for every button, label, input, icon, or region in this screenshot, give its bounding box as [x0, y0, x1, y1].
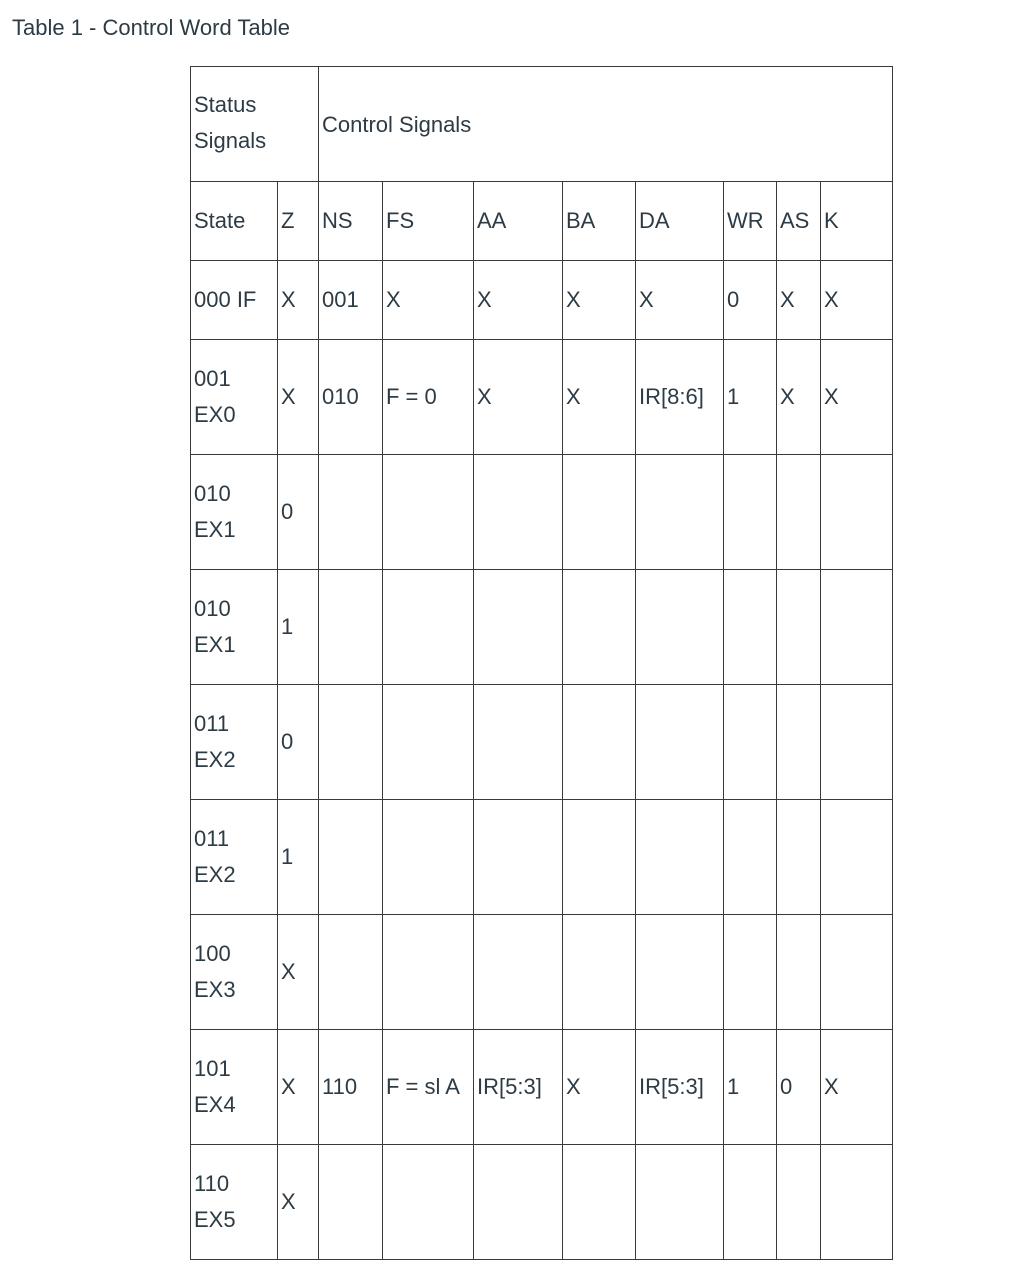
aa-cell	[474, 570, 563, 685]
z-cell: 1	[278, 570, 319, 685]
z-cell: X	[278, 340, 319, 455]
ba-cell: X	[563, 1030, 636, 1145]
ns-cell	[319, 455, 383, 570]
as-cell	[777, 570, 821, 685]
table-caption: Table 1 - Control Word Table	[12, 15, 290, 40]
fs-cell	[383, 1145, 474, 1260]
z-cell: X	[278, 1030, 319, 1145]
fs-cell	[383, 915, 474, 1030]
da-cell	[636, 800, 724, 915]
status-signals-line1: Status	[194, 92, 257, 117]
as-cell	[777, 915, 821, 1030]
ba-cell	[563, 800, 636, 915]
wr-cell: 0	[724, 261, 777, 340]
fs-cell	[383, 800, 474, 915]
state-cell	[191, 1030, 278, 1145]
state-code: 011	[194, 711, 230, 736]
as-cell: 0	[777, 1030, 821, 1145]
state-code: 100	[194, 941, 231, 966]
as-cell: X	[777, 340, 821, 455]
aa-cell	[474, 800, 563, 915]
aa-cell: IR[5:3]	[474, 1030, 563, 1145]
ba-cell	[563, 1145, 636, 1260]
da-cell: X	[636, 261, 724, 340]
table-column-header-row	[191, 182, 893, 261]
table-group-header-row	[191, 67, 893, 182]
state-label: EX1	[194, 632, 236, 657]
da-cell: IR[5:3]	[636, 1030, 724, 1145]
aa-cell: X	[474, 340, 563, 455]
ns-cell	[319, 685, 383, 800]
column-header-da: DA	[636, 182, 724, 261]
ns-cell: 110	[319, 1030, 383, 1145]
aa-cell	[474, 915, 563, 1030]
state-cell	[191, 1145, 278, 1260]
ns-cell	[319, 1145, 383, 1260]
as-cell	[777, 455, 821, 570]
z-cell: 1	[278, 800, 319, 915]
aa-cell	[474, 1145, 563, 1260]
fs-cell	[383, 570, 474, 685]
table-row	[191, 915, 893, 1030]
aa-cell: X	[474, 261, 563, 340]
as-cell	[777, 800, 821, 915]
k-cell: X	[821, 340, 893, 455]
ba-cell	[563, 455, 636, 570]
ns-cell	[319, 915, 383, 1030]
state-cell	[191, 800, 278, 915]
state-cell	[191, 455, 278, 570]
status-signals-header	[191, 67, 319, 182]
control-word-table	[190, 66, 893, 1260]
table-row	[191, 261, 893, 340]
table-row	[191, 455, 893, 570]
table-row	[191, 1145, 893, 1260]
state-code: 010	[194, 596, 231, 621]
table-row	[191, 800, 893, 915]
k-cell	[821, 800, 893, 915]
state-label: EX2	[194, 862, 236, 887]
state-cell	[191, 915, 278, 1030]
column-header-ba: BA	[563, 182, 636, 261]
state-label: EX0	[194, 402, 236, 427]
state-code: 101	[194, 1056, 231, 1081]
da-cell	[636, 1145, 724, 1260]
fs-cell: F = sl A	[383, 1030, 474, 1145]
aa-cell	[474, 685, 563, 800]
z-cell: 0	[278, 685, 319, 800]
da-cell	[636, 685, 724, 800]
da-cell: IR[8:6]	[636, 340, 724, 455]
state-label: EX5	[194, 1207, 236, 1232]
ns-cell: 001	[319, 261, 383, 340]
column-header-k: K	[821, 182, 893, 261]
as-cell	[777, 1145, 821, 1260]
wr-cell	[724, 570, 777, 685]
table-row	[191, 340, 893, 455]
wr-cell: 1	[724, 1030, 777, 1145]
z-cell: X	[278, 1145, 319, 1260]
state-cell	[191, 685, 278, 800]
state-cell	[191, 340, 278, 455]
column-header-z: Z	[278, 182, 319, 261]
da-cell	[636, 915, 724, 1030]
k-cell	[821, 1145, 893, 1260]
k-cell: X	[821, 1030, 893, 1145]
column-header-state: State	[191, 182, 278, 261]
k-cell	[821, 455, 893, 570]
state-label: EX3	[194, 977, 236, 1002]
column-header-fs: FS	[383, 182, 474, 261]
wr-cell	[724, 685, 777, 800]
table-row	[191, 1030, 893, 1145]
as-cell: X	[777, 261, 821, 340]
column-header-aa: AA	[474, 182, 563, 261]
ns-cell	[319, 800, 383, 915]
z-cell: 0	[278, 455, 319, 570]
aa-cell	[474, 455, 563, 570]
fs-cell: F = 0	[383, 340, 474, 455]
column-header-as: AS	[777, 182, 821, 261]
z-cell: X	[278, 915, 319, 1030]
column-header-wr: WR	[724, 182, 777, 261]
wr-cell	[724, 915, 777, 1030]
ns-cell: 010	[319, 340, 383, 455]
state-code: 001	[194, 366, 231, 391]
fs-cell	[383, 685, 474, 800]
table-row	[191, 685, 893, 800]
ba-cell: X	[563, 340, 636, 455]
k-cell	[821, 570, 893, 685]
ba-cell	[563, 570, 636, 685]
state-code: 011	[194, 826, 230, 851]
control-signals-header: Control Signals	[319, 67, 893, 182]
state-cell	[191, 570, 278, 685]
ns-cell	[319, 570, 383, 685]
state-cell: 000 IF	[191, 261, 278, 340]
da-cell	[636, 455, 724, 570]
wr-cell: 1	[724, 340, 777, 455]
state-label: EX1	[194, 517, 236, 542]
k-cell	[821, 915, 893, 1030]
ba-cell	[563, 685, 636, 800]
table-row	[191, 570, 893, 685]
z-cell: X	[278, 261, 319, 340]
ba-cell: X	[563, 261, 636, 340]
wr-cell	[724, 800, 777, 915]
as-cell	[777, 685, 821, 800]
fs-cell: X	[383, 261, 474, 340]
state-label: EX4	[194, 1092, 236, 1117]
wr-cell	[724, 455, 777, 570]
da-cell	[636, 570, 724, 685]
state-code: 110	[194, 1171, 230, 1196]
ba-cell	[563, 915, 636, 1030]
fs-cell	[383, 455, 474, 570]
k-cell: X	[821, 261, 893, 340]
status-signals-line2: Signals	[194, 128, 267, 153]
state-code: 010	[194, 481, 231, 506]
k-cell	[821, 685, 893, 800]
state-label: EX2	[194, 747, 236, 772]
wr-cell	[724, 1145, 777, 1260]
column-header-ns: NS	[319, 182, 383, 261]
